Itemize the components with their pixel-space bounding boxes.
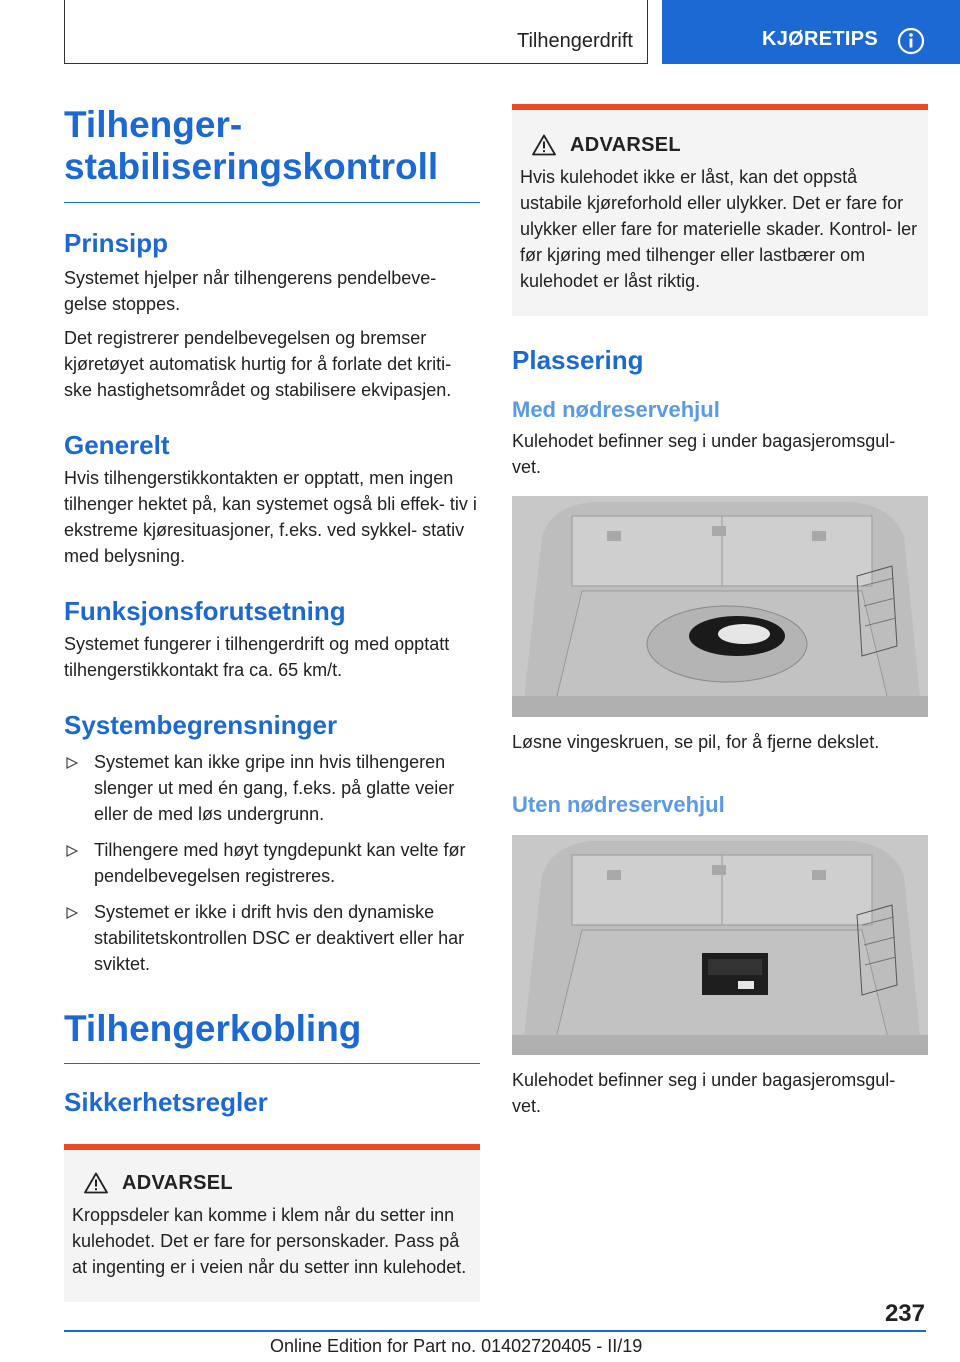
heading-prinsipp: Prinsipp (64, 228, 169, 258)
heading-med-reservehjul: Med nødreservehjul (512, 397, 720, 422)
header-section-title: Tilhengerdrift (517, 30, 633, 52)
bullet-triangle-icon (66, 845, 78, 857)
footer-divider (64, 1330, 926, 1332)
left-column (64, 104, 480, 1302)
trunk-photo-without-spare-wheel (512, 835, 928, 1055)
heading-uten-reservehjul: Uten nødreservehjul (512, 792, 725, 817)
heading-funksjon: Funksjonsforutsetning (64, 596, 346, 626)
warning-label: ADVARSEL (570, 133, 681, 156)
trunk-photo-with-spare-wheel (512, 496, 928, 717)
bullet-triangle-icon (66, 907, 78, 919)
warning-triangle-icon (532, 134, 556, 156)
paragraph-med-reservehjul: Kulehodet befinner seg i under bagasjeromsgul‐ vet. (512, 431, 896, 477)
header-chapter-title: KJØRETIPS (762, 28, 879, 50)
footer-edition: Online Edition for Part no. 01402720405 - II/19 (270, 1336, 643, 1356)
title-trailer-stability: Tilhenger‐ stabiliseringskontroll (64, 104, 480, 203)
header-chapter-tab[interactable] (662, 0, 960, 64)
title-towbar: Tilhengerkobling (64, 1007, 480, 1064)
bullet-triangle-icon (66, 757, 78, 769)
header-section-box (64, 0, 648, 64)
paragraph-prinsipp-2: Det registrerer pendelbevegelsen og bremser kjøretøyet automatisk hurtig for å forlate det kriti‐ ske hastighetsområdet og stabilisere ekvipasjen. (64, 328, 452, 400)
warning-box-locked (512, 104, 928, 316)
paragraph-funksjon: Systemet fungerer i tilhengerdrift og med opptatt tilhengerstikkontakt fra ca. 65 km/t. (64, 634, 450, 680)
warning-text: Kroppsdeler kan komme i klem når du setter inn kulehodet. Det er fare for personskader. Pass på at ingenting er i veien når du setter inn kulehodet. (72, 1205, 467, 1277)
warning-box-pinch (64, 1144, 480, 1302)
warning-label: ADVARSEL (122, 1171, 233, 1194)
list-item: Tilhengere med høyt tyngdepunkt kan velte før pendelbevegelsen registreres. (64, 837, 480, 889)
heading-plassering: Plassering (512, 345, 644, 375)
warning-header (72, 1170, 472, 1196)
heading-sikkerhetsregler: Sikkerhetsregler (64, 1087, 268, 1117)
warning-text: Hvis kulehodet ikke er låst, kan det oppstå ustabile kjøreforhold eller ulykker. Det er fare for ulykker eller fare for materielle skader. Kontrol‐ ler før kjøring med tilhenger eller lastbærer om kulehodet er låst riktig. (520, 167, 918, 291)
caption-uten-reservehjul: Kulehodet befinner seg i under bagasjeromsgul‐ vet. (512, 1070, 896, 1116)
heading-generelt: Generelt (64, 430, 170, 460)
heading-begrensninger: Systembegrensninger (64, 710, 338, 740)
paragraph-generelt: Hvis tilhengerstikkontakten er opptatt, men ingen tilhenger hektet på, kan systemet også bli effek‐ tiv i ekstreme kjøresituasjoner, f.eks. ved sykkel‐ stativ med belysning. (64, 468, 477, 566)
info-circle-icon[interactable] (897, 27, 925, 55)
list-item: Systemet kan ikke gripe inn hvis tilhengeren slenger ut med én gang, f.eks. på glatte veier eller de med løs undergrunn. (64, 749, 480, 827)
right-column (512, 104, 928, 1119)
warning-triangle-icon (84, 1172, 108, 1194)
list-item: Systemet er ikke i drift hvis den dynamiske stabilitetskontrollen DSC er deaktivert eller har sviktet. (64, 899, 480, 977)
page-number: 237 (884, 1300, 925, 1327)
warning-header (520, 132, 920, 158)
caption-med-reservehjul: Løsne vingeskruen, se pil, for å fjerne dekslet. (512, 732, 880, 752)
limitations-list (64, 749, 480, 977)
paragraph-prinsipp-1: Systemet hjelper når tilhengerens pendelbeve‐ gelse stoppes. (64, 268, 437, 314)
